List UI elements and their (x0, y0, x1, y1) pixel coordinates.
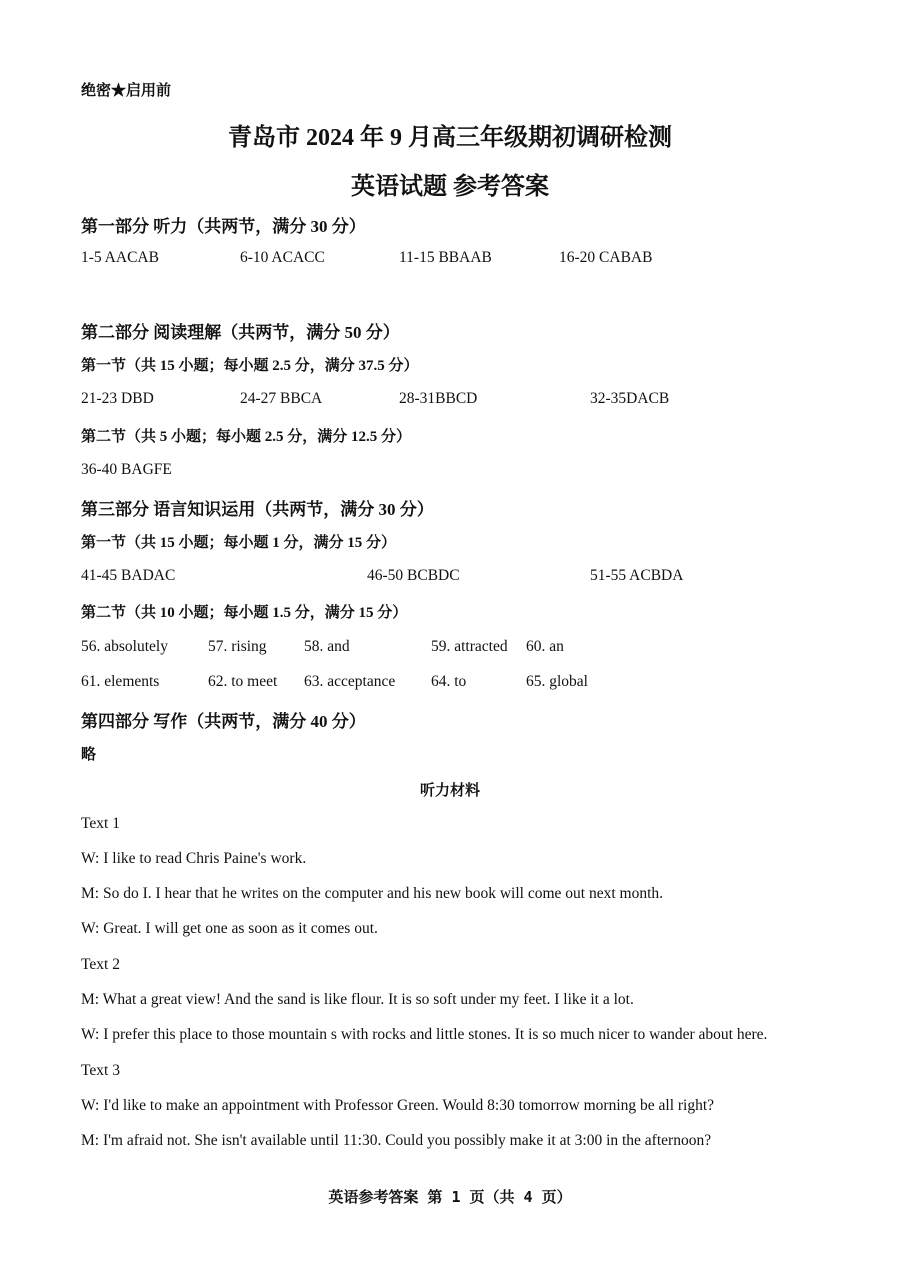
part3-s1-answer-3: 51-55 ACBDA (590, 567, 684, 584)
listening-line: W: I'd like to make an appointment with Professor Green. Would 8:30 tomorrow morning be all right? (81, 1097, 715, 1114)
part3-s2-answer-56: 56. absolutely (81, 638, 168, 655)
page-subtitle: 英语试题 参考答案 (351, 174, 549, 200)
part1-answer-4: 16-20 CABAB (559, 249, 653, 266)
part3-s2-answer-65: 65. global (526, 673, 588, 690)
page-footer: 英语参考答案 第 1 页（共 4 页） (328, 1188, 572, 1206)
part1-answer-1: 1-5 AACAB (81, 249, 159, 266)
part3-s1-answer-2: 46-50 BCBDC (367, 567, 460, 584)
part1-answer-2: 6-10 ACACC (240, 249, 325, 266)
part1-heading: 第一部分 听力（共两节，满分 30 分） (81, 217, 366, 236)
part4-heading: 第四部分 写作（共两节，满分 40 分） (81, 712, 366, 731)
listening-line: M: What a great view! And the sand is like flour. It is so soft under my feet. I like it a lot. (81, 991, 634, 1008)
part3-s2-answer-57: 57. rising (208, 638, 267, 655)
part2-section2-heading: 第二节（共 5 小题；每小题 2.5 分，满分 12.5 分） (81, 429, 412, 445)
part3-section2-heading: 第二节（共 10 小题；每小题 1.5 分，满分 15 分） (81, 605, 408, 621)
listening-line: W: I like to read Chris Paine's work. (81, 850, 307, 867)
part2-s1-answer-4: 32-35DACB (590, 390, 670, 407)
part3-s2-answer-59: 59. attracted (431, 638, 508, 655)
part2-s2-answer-1: 36-40 BAGFE (81, 461, 172, 478)
part3-heading: 第三部分 语言知识运用（共两节，满分 30 分） (81, 500, 434, 519)
listening-heading: 听力材料 (419, 783, 480, 799)
part3-s1-answer-1: 41-45 BADAC (81, 567, 176, 584)
part2-heading: 第二部分 阅读理解（共两节，满分 50 分） (81, 323, 400, 342)
listening-line: M: So do I. I hear that he writes on the computer and his new book will come out next month. (81, 885, 663, 902)
part2-s1-answer-1: 21-23 DBD (81, 390, 154, 407)
part3-s2-answer-64: 64. to (431, 673, 467, 690)
part3-s2-answer-60: 60. an (526, 638, 564, 655)
part2-s1-answer-3: 28-31BBCD (399, 390, 478, 407)
listening-line: Text 2 (81, 956, 120, 973)
part2-s1-answer-2: 24-27 BBCA (240, 390, 323, 407)
page-title: 青岛市 2024 年 9 月高三年级期初调研检测 (228, 125, 672, 151)
part3-s2-answer-62: 62. to meet (208, 673, 278, 690)
listening-line: W: Great. I will get one as soon as it comes out. (81, 920, 378, 937)
part3-s2-answer-63: 63. acceptance (304, 673, 396, 690)
part4-note: 略 (81, 747, 97, 763)
part2-section1-heading: 第一节（共 15 小题；每小题 2.5 分，满分 37.5 分） (81, 358, 419, 374)
part3-s2-answer-58: 58. and (304, 638, 350, 655)
listening-line: M: I'm afraid not. She isn't available until 11:30. Could you possibly make it at 3:00 in the afternoon? (81, 1132, 712, 1149)
part3-section1-heading: 第一节（共 15 小题；每小题 1 分，满分 15 分） (81, 535, 397, 551)
part1-answer-3: 11-15 BBAAB (399, 249, 492, 266)
listening-line: Text 1 (81, 815, 120, 832)
confidential-label: 绝密★启用前 (81, 83, 172, 99)
listening-line: Text 3 (81, 1062, 120, 1079)
part3-s2-answer-61: 61. elements (81, 673, 160, 690)
listening-line: W: I prefer this place to those mountain s with rocks and little stones. It is so much nicer to wander about here. (81, 1026, 768, 1043)
